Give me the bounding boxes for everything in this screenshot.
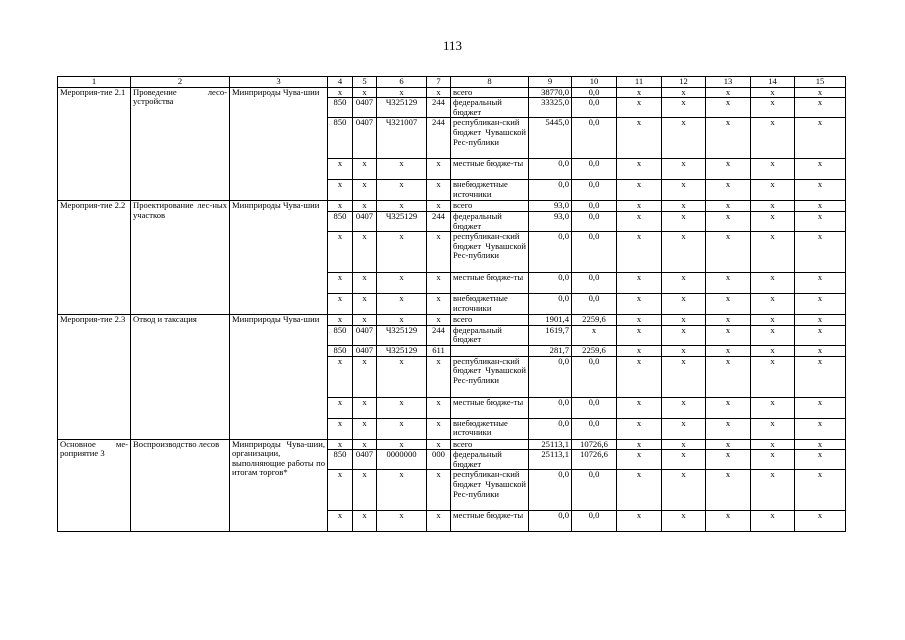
amount-cell: х xyxy=(617,450,662,470)
funding-source-cell xyxy=(451,345,529,356)
amount-year-2-cell: 10726,6 xyxy=(572,450,617,470)
funding-source-cell: республикан-ский бюджет Чувашской Рес-публики xyxy=(451,470,529,511)
column-number: 10 xyxy=(572,77,617,88)
section-code-cell: х xyxy=(353,439,377,450)
gr-code-cell: 850 xyxy=(328,450,353,470)
amount-cell: х xyxy=(795,180,846,201)
amount-cell: х xyxy=(706,325,751,345)
expense-type-cell: 000 xyxy=(427,450,451,470)
amount-cell: х xyxy=(617,98,662,118)
funding-source-cell: федеральный бюджет xyxy=(451,450,529,470)
amount-year-1-cell: 0,0 xyxy=(529,180,572,201)
gr-code-cell: х xyxy=(328,159,353,180)
amount-cell: х xyxy=(795,294,846,315)
amount-year-1-cell: 0,0 xyxy=(529,159,572,180)
expense-type-cell: х xyxy=(427,201,451,212)
amount-year-2-cell: 10726,6 xyxy=(572,439,617,450)
amount-cell: х xyxy=(662,273,706,294)
amount-year-1-cell: 0,0 xyxy=(529,511,572,532)
amount-cell: х xyxy=(662,470,706,511)
expense-type-cell: 244 xyxy=(427,325,451,345)
section-code-cell: х xyxy=(353,470,377,511)
column-number: 4 xyxy=(328,77,353,88)
funding-source-cell: внебюджетные источники xyxy=(451,294,529,315)
section-code-cell: х xyxy=(353,201,377,212)
amount-year-2-cell: 0,0 xyxy=(572,294,617,315)
funding-source-cell: всего xyxy=(451,87,529,98)
target-article-cell: х xyxy=(377,470,427,511)
amount-cell: х xyxy=(795,87,846,98)
target-article-cell: х xyxy=(377,180,427,201)
gr-code-cell: х xyxy=(328,439,353,450)
amount-cell: х xyxy=(706,180,751,201)
amount-cell: х xyxy=(662,397,706,418)
target-article-cell: х xyxy=(377,201,427,212)
amount-cell: х xyxy=(617,315,662,326)
gr-code-cell: 850 xyxy=(328,325,353,345)
amount-year-1-cell: 1619,7 xyxy=(529,325,572,345)
section-code-cell: х xyxy=(353,315,377,326)
amount-cell: х xyxy=(617,439,662,450)
amount-cell: х xyxy=(751,345,795,356)
gr-code-cell: х xyxy=(328,180,353,201)
executor-cell: Минприроды Чува-шии xyxy=(230,201,328,315)
amount-cell: х xyxy=(795,159,846,180)
amount-cell: х xyxy=(706,118,751,159)
page-number: 113 xyxy=(442,38,463,53)
expense-type-cell: х xyxy=(427,273,451,294)
amount-cell: х xyxy=(706,87,751,98)
target-article-cell: х xyxy=(377,232,427,273)
amount-cell: х xyxy=(751,201,795,212)
amount-cell: х xyxy=(751,87,795,98)
target-article-cell: х xyxy=(377,418,427,439)
amount-cell: х xyxy=(662,418,706,439)
measure-name-cell: Проведение лесо-устройства xyxy=(131,87,230,201)
expense-type-cell: х xyxy=(427,511,451,532)
amount-cell: х xyxy=(617,470,662,511)
gr-code-cell: х xyxy=(328,273,353,294)
amount-cell: х xyxy=(795,98,846,118)
amount-year-2-cell: 0,0 xyxy=(572,118,617,159)
amount-cell: х xyxy=(617,345,662,356)
amount-cell: х xyxy=(617,511,662,532)
amount-cell: х xyxy=(751,397,795,418)
amount-cell: х xyxy=(662,98,706,118)
amount-cell: х xyxy=(706,397,751,418)
funding-source-cell: всего xyxy=(451,315,529,326)
amount-cell: х xyxy=(795,450,846,470)
amount-cell: х xyxy=(617,294,662,315)
funding-source-cell: республикан-ский бюджет Чувашской Рес-публики xyxy=(451,118,529,159)
funding-source-cell: местные бюдже-ты xyxy=(451,397,529,418)
amount-cell: х xyxy=(706,511,751,532)
budget-table xyxy=(57,76,846,532)
amount-cell: х xyxy=(751,450,795,470)
amount-year-2-cell: 0,0 xyxy=(572,180,617,201)
amount-cell: х xyxy=(617,356,662,397)
amount-cell: х xyxy=(617,273,662,294)
amount-cell: х xyxy=(662,325,706,345)
expense-type-cell: 244 xyxy=(427,211,451,231)
column-number: 1 xyxy=(58,77,131,88)
expense-type-cell: х xyxy=(427,180,451,201)
funding-source-cell: местные бюдже-ты xyxy=(451,273,529,294)
amount-year-1-cell: 281,7 xyxy=(529,345,572,356)
target-article-cell: х xyxy=(377,397,427,418)
amount-year-2-cell: 0,0 xyxy=(572,211,617,231)
gr-code-cell: х xyxy=(328,87,353,98)
amount-cell: х xyxy=(662,211,706,231)
amount-cell: х xyxy=(706,345,751,356)
gr-code-cell: х xyxy=(328,315,353,326)
section-code-cell: 0407 xyxy=(353,98,377,118)
expense-type-cell: 244 xyxy=(427,98,451,118)
amount-cell: х xyxy=(795,470,846,511)
table-body xyxy=(58,77,846,532)
section-code-cell: х xyxy=(353,418,377,439)
section-code-cell: х xyxy=(353,273,377,294)
amount-year-2-cell: х xyxy=(572,325,617,345)
measure-cell: Мероприя-тие 2.1 xyxy=(58,87,131,201)
measure-cell: Мероприя-тие 2.3 xyxy=(58,315,131,439)
amount-cell: х xyxy=(751,180,795,201)
funding-source-cell: республикан-ский бюджет Чувашской Рес-публики xyxy=(451,356,529,397)
column-number: 5 xyxy=(353,77,377,88)
table-row xyxy=(58,201,846,212)
amount-cell: х xyxy=(751,211,795,231)
funding-source-cell: всего xyxy=(451,439,529,450)
column-number: 7 xyxy=(427,77,451,88)
column-number: 3 xyxy=(230,77,328,88)
amount-cell: х xyxy=(662,439,706,450)
gr-code-cell: х xyxy=(328,470,353,511)
amount-cell: х xyxy=(795,356,846,397)
table-row xyxy=(58,315,846,326)
amount-year-2-cell: 0,0 xyxy=(572,418,617,439)
amount-year-2-cell: 0,0 xyxy=(572,98,617,118)
column-number: 15 xyxy=(795,77,846,88)
expense-type-cell: х xyxy=(427,87,451,98)
target-article-cell: Ч325129 xyxy=(377,345,427,356)
funding-source-cell: внебюджетные источники xyxy=(451,180,529,201)
section-code-cell: 0407 xyxy=(353,211,377,231)
section-code-cell: х xyxy=(353,511,377,532)
expense-type-cell: х xyxy=(427,470,451,511)
amount-cell: х xyxy=(751,315,795,326)
target-article-cell: х xyxy=(377,87,427,98)
amount-cell: х xyxy=(662,232,706,273)
amount-cell: х xyxy=(751,232,795,273)
expense-type-cell: х xyxy=(427,439,451,450)
gr-code-cell: 850 xyxy=(328,211,353,231)
funding-source-cell: федеральный бюджет xyxy=(451,98,529,118)
amount-year-2-cell: 0,0 xyxy=(572,273,617,294)
expense-type-cell: х xyxy=(427,159,451,180)
amount-cell: х xyxy=(795,325,846,345)
target-article-cell: х xyxy=(377,356,427,397)
section-code-cell: 0407 xyxy=(353,450,377,470)
amount-year-1-cell: 93,0 xyxy=(529,201,572,212)
amount-year-1-cell: 0,0 xyxy=(529,470,572,511)
funding-source-cell: местные бюдже-ты xyxy=(451,159,529,180)
column-number: 14 xyxy=(751,77,795,88)
section-code-cell: х xyxy=(353,159,377,180)
funding-source-cell: республикан-ский бюджет Чувашской Рес-публики xyxy=(451,232,529,273)
amount-cell: х xyxy=(795,211,846,231)
amount-cell: х xyxy=(662,450,706,470)
gr-code-cell: х xyxy=(328,418,353,439)
amount-year-2-cell: 0,0 xyxy=(572,470,617,511)
gr-code-cell: х xyxy=(328,201,353,212)
amount-cell: х xyxy=(617,397,662,418)
amount-cell: х xyxy=(617,418,662,439)
amount-year-1-cell: 0,0 xyxy=(529,397,572,418)
amount-cell: х xyxy=(662,345,706,356)
section-code-cell: 0407 xyxy=(353,345,377,356)
target-article-cell: х xyxy=(377,273,427,294)
amount-cell: х xyxy=(751,98,795,118)
column-number-row xyxy=(58,77,846,88)
amount-year-1-cell: 0,0 xyxy=(529,294,572,315)
amount-cell: х xyxy=(662,201,706,212)
amount-year-2-cell: 0,0 xyxy=(572,87,617,98)
amount-cell: х xyxy=(751,418,795,439)
column-number: 13 xyxy=(706,77,751,88)
amount-cell: х xyxy=(795,439,846,450)
table-row xyxy=(58,87,846,98)
amount-cell: х xyxy=(795,118,846,159)
amount-year-2-cell: 0,0 xyxy=(572,511,617,532)
measure-cell: Основное ме-роприятие 3 xyxy=(58,439,131,532)
amount-cell: х xyxy=(662,315,706,326)
amount-cell: х xyxy=(706,232,751,273)
amount-cell: х xyxy=(617,201,662,212)
amount-cell: х xyxy=(706,439,751,450)
gr-code-cell: х xyxy=(328,294,353,315)
amount-cell: х xyxy=(795,511,846,532)
amount-cell: х xyxy=(706,294,751,315)
amount-cell: х xyxy=(751,470,795,511)
amount-year-1-cell: 0,0 xyxy=(529,418,572,439)
amount-cell: х xyxy=(662,356,706,397)
amount-cell: х xyxy=(751,159,795,180)
amount-year-2-cell: 0,0 xyxy=(572,232,617,273)
section-code-cell: х xyxy=(353,232,377,273)
executor-cell: Минприроды Чува-шии xyxy=(230,315,328,439)
target-article-cell: Ч325129 xyxy=(377,325,427,345)
amount-cell: х xyxy=(706,450,751,470)
expense-type-cell: х xyxy=(427,294,451,315)
table-row xyxy=(58,439,846,450)
amount-cell: х xyxy=(662,511,706,532)
amount-cell: х xyxy=(706,211,751,231)
expense-type-cell: 244 xyxy=(427,118,451,159)
amount-cell: х xyxy=(617,87,662,98)
amount-cell: х xyxy=(795,345,846,356)
amount-cell: х xyxy=(795,273,846,294)
amount-year-1-cell: 0,0 xyxy=(529,273,572,294)
amount-cell: х xyxy=(751,294,795,315)
funding-source-cell: всего xyxy=(451,201,529,212)
amount-cell: х xyxy=(662,118,706,159)
amount-year-1-cell: 0,0 xyxy=(529,232,572,273)
amount-year-2-cell: 2259,6 xyxy=(572,315,617,326)
amount-cell: х xyxy=(706,315,751,326)
amount-year-1-cell: 93,0 xyxy=(529,211,572,231)
amount-year-1-cell: 25113,1 xyxy=(529,450,572,470)
executor-cell: Минприроды Чува-шии, организации, выполняющие работы по итогам торгов* xyxy=(230,439,328,532)
column-number: 6 xyxy=(377,77,427,88)
amount-year-2-cell: 0,0 xyxy=(572,397,617,418)
expense-type-cell: х xyxy=(427,356,451,397)
gr-code-cell: 850 xyxy=(328,118,353,159)
target-article-cell: 0000000 xyxy=(377,450,427,470)
funding-source-cell: федеральный бюджет xyxy=(451,211,529,231)
measure-name-cell: Отвод и таксация xyxy=(131,315,230,439)
expense-type-cell: 611 xyxy=(427,345,451,356)
amount-cell: х xyxy=(795,418,846,439)
amount-year-2-cell: 2259,6 xyxy=(572,345,617,356)
expense-type-cell: х xyxy=(427,315,451,326)
amount-year-1-cell: 0,0 xyxy=(529,356,572,397)
target-article-cell: Ч325129 xyxy=(377,98,427,118)
funding-source-cell: местные бюдже-ты xyxy=(451,511,529,532)
gr-code-cell: х xyxy=(328,356,353,397)
gr-code-cell: х xyxy=(328,397,353,418)
expense-type-cell: х xyxy=(427,232,451,273)
amount-cell: х xyxy=(706,98,751,118)
amount-cell: х xyxy=(751,511,795,532)
amount-year-2-cell: 0,0 xyxy=(572,159,617,180)
amount-year-1-cell: 25113,1 xyxy=(529,439,572,450)
section-code-cell: х xyxy=(353,87,377,98)
amount-year-1-cell: 1901,4 xyxy=(529,315,572,326)
amount-cell: х xyxy=(751,439,795,450)
target-article-cell: Ч321007 xyxy=(377,118,427,159)
funding-source-cell: внебюджетные источники xyxy=(451,418,529,439)
column-number: 8 xyxy=(451,77,529,88)
executor-cell: Минприроды Чува-шии xyxy=(230,87,328,201)
amount-cell: х xyxy=(617,118,662,159)
amount-cell: х xyxy=(795,397,846,418)
amount-cell: х xyxy=(617,180,662,201)
column-number: 12 xyxy=(662,77,706,88)
amount-cell: х xyxy=(662,294,706,315)
section-code-cell: х xyxy=(353,397,377,418)
amount-cell: х xyxy=(617,232,662,273)
amount-cell: х xyxy=(706,159,751,180)
amount-cell: х xyxy=(706,418,751,439)
amount-cell: х xyxy=(617,325,662,345)
amount-cell: х xyxy=(662,180,706,201)
measure-name-cell: Воспроизводство лесов xyxy=(131,439,230,532)
amount-cell: х xyxy=(795,315,846,326)
section-code-cell: 0407 xyxy=(353,118,377,159)
amount-year-1-cell: 38770,0 xyxy=(529,87,572,98)
amount-cell: х xyxy=(751,325,795,345)
amount-cell: х xyxy=(662,87,706,98)
amount-year-1-cell: 33325,0 xyxy=(529,98,572,118)
column-number: 11 xyxy=(617,77,662,88)
amount-year-1-cell: 5445,0 xyxy=(529,118,572,159)
amount-cell: х xyxy=(617,211,662,231)
section-code-cell: х xyxy=(353,180,377,201)
target-article-cell: х xyxy=(377,511,427,532)
amount-cell: х xyxy=(795,201,846,212)
measure-name-cell: Проектирование лес-ных участков xyxy=(131,201,230,315)
amount-cell: х xyxy=(751,118,795,159)
amount-cell: х xyxy=(617,159,662,180)
column-number: 2 xyxy=(131,77,230,88)
section-code-cell: х xyxy=(353,294,377,315)
amount-year-2-cell: 0,0 xyxy=(572,201,617,212)
gr-code-cell: х xyxy=(328,232,353,273)
target-article-cell: х xyxy=(377,294,427,315)
amount-cell: х xyxy=(662,159,706,180)
target-article-cell: Ч325129 xyxy=(377,211,427,231)
amount-cell: х xyxy=(751,273,795,294)
amount-cell: х xyxy=(706,470,751,511)
measure-cell: Мероприя-тие 2.2 xyxy=(58,201,131,315)
amount-cell: х xyxy=(706,201,751,212)
target-article-cell: х xyxy=(377,159,427,180)
amount-cell: х xyxy=(751,356,795,397)
amount-cell: х xyxy=(706,356,751,397)
gr-code-cell: х xyxy=(328,511,353,532)
expense-type-cell: х xyxy=(427,418,451,439)
expense-type-cell: х xyxy=(427,397,451,418)
target-article-cell: х xyxy=(377,315,427,326)
amount-year-2-cell: 0,0 xyxy=(572,356,617,397)
column-number: 9 xyxy=(529,77,572,88)
gr-code-cell: 850 xyxy=(328,345,353,356)
amount-cell: х xyxy=(706,273,751,294)
amount-cell: х xyxy=(795,232,846,273)
section-code-cell: 0407 xyxy=(353,325,377,345)
gr-code-cell: 850 xyxy=(328,98,353,118)
section-code-cell: х xyxy=(353,356,377,397)
funding-source-cell: федеральный бюджет xyxy=(451,325,529,345)
target-article-cell: х xyxy=(377,439,427,450)
